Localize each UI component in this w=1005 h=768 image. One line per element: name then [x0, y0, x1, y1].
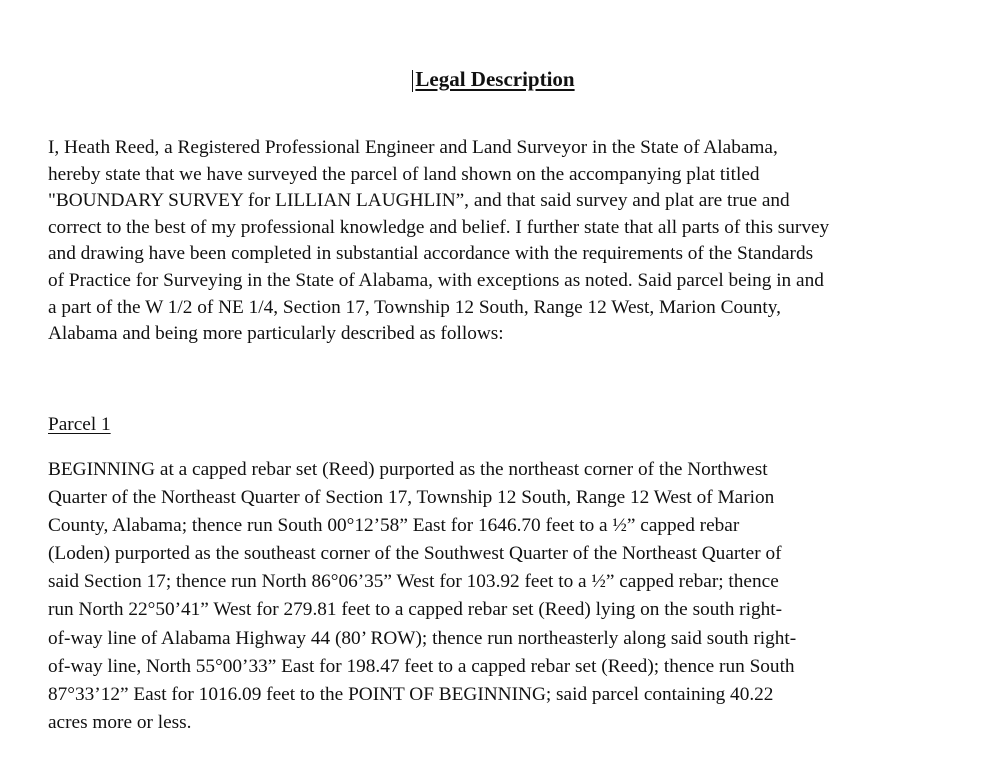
title-text: Legal Description: [415, 67, 575, 91]
intro-paragraph: I, Heath Reed, a Registered Professional Engineer and Land Surveyor in the State of Alabama, hereby state that we have surveyed the parcel of land shown on the accompanying plat titled "BOUNDARY SURVEY for LILLIAN LAUGHLIN”, and that said survey and plat are true and correct to the best of my professional knowledge and belief. I further state that all parts of this survey and drawing have been completed in substantial accordance with the requirements of the Standards of Practice for Surveying in the State of Alabama, with exceptions as noted. Said parcel being in and a part of the W 1/2 of NE 1/4, Section 17, Township 12 South, Range 12 West, Marion County, Alabama and being more particularly described as follows:: [48, 137, 830, 345]
title-text-wrapper: [415, 67, 574, 91]
document-title: [0, 64, 990, 94]
parcel-description: BEGINNING at a capped rebar set (Reed) purported as the northeast corner of the Northwest Quarter of the Northeast Quarter of Section 17, Township 12 South, Range 12 West of Marion County, Alabama; thence run South 00°12’58” East for 1646.70 feet to a ½” capped rebar (Loden) purported as the southeast corner of the Southwest Quarter of the Northeast Quarter of said Section 17; thence run North 86°06’35” West for 103.92 feet to a ½” capped rebar; thence run North 22°50’41” West for 279.81 feet to a capped rebar set (Reed) lying on the south right- of-way line of Alabama Highway 44 (80’ ROW); thence run northeasterly along said south right- of-way line, North 55°00’33” East for 198.47 feet to a capped rebar set (Reed); thence run South 87°33’12” East for 1016.09 feet to the POINT OF BEGINNING; said parcel containing 40.22 acres more or less.: [48, 459, 797, 733]
parcel-heading: Parcel 1: [48, 414, 111, 435]
text-cursor: [412, 70, 413, 92]
